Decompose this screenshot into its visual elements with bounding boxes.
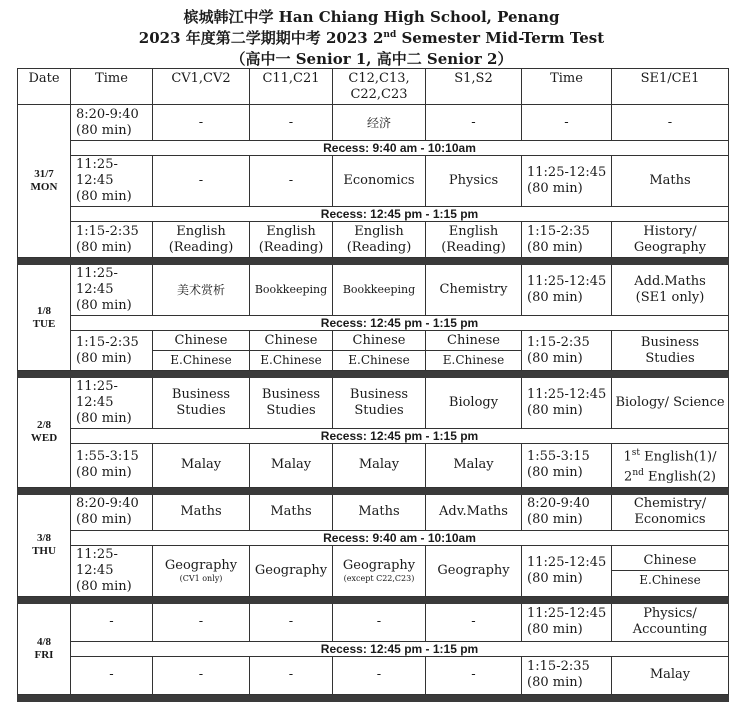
test-title-post: Semester Mid-Term Test [396, 29, 605, 47]
subject-cell: - [153, 656, 250, 694]
subject-cell: Business Studies [250, 378, 333, 429]
subject-cell: Malay [250, 444, 333, 488]
time-cell: 11:25-12:45 (80 min) [522, 545, 612, 596]
subject-cell: Physics [426, 156, 522, 207]
level-subtitle: （高中一 Senior 1, 高中二 Senior 2） [230, 50, 513, 68]
subject-cell: Geography [250, 545, 333, 596]
time-cell: 1:15-2:35 (80 min) [71, 331, 153, 371]
time-cell: 1:15-2:35 (80 min) [522, 331, 612, 371]
subject-cell: Biology/ Science [612, 378, 729, 429]
recess-row [18, 429, 729, 444]
subject-cell: Business Studies [333, 378, 426, 429]
subject-cell: - [250, 156, 333, 207]
subject-cell: Chinese E.Chinese [426, 331, 522, 371]
subject-cell: Malay [333, 444, 426, 488]
exam-timetable [17, 68, 729, 702]
col-s1: S1,S2 [426, 69, 522, 105]
time-cell: 8:20-9:40 (80 min) [522, 494, 612, 530]
subject-cell: - [153, 603, 250, 641]
subject-cell: Maths [153, 494, 250, 530]
subject-cell: Chemistry/ Economics [612, 494, 729, 530]
day-separator [18, 694, 729, 701]
subject-cell: 经济 [333, 105, 426, 141]
table-row [18, 656, 729, 694]
subject-cell: Geography (except C22,C23) [333, 545, 426, 596]
recess-label: Recess: 12:45 pm - 1:15 pm [71, 316, 729, 331]
col-se: SE1/CE1 [612, 69, 729, 105]
table-row [18, 105, 729, 141]
recess-row [18, 530, 729, 545]
test-title-pre: 2023 年度第二学期期中考 2023 2 [138, 29, 384, 47]
date-cell: 3/8 THU [18, 494, 71, 596]
time-cell: 11:25-12:45 (80 min) [522, 378, 612, 429]
recess-label: Recess: 9:40 am - 10:10am [71, 141, 729, 156]
col-time: Time [71, 69, 153, 105]
day-separator [18, 487, 729, 494]
date-cell: 2/8 WED [18, 378, 71, 488]
time-cell: 11:25-12:45 (80 min) [522, 265, 612, 316]
table-row [18, 494, 729, 530]
subject-cell: - [426, 603, 522, 641]
day-separator [18, 596, 729, 603]
subject-cell: - [333, 656, 426, 694]
subject-cell: - [426, 656, 522, 694]
subject-cell: 1st English(1)/ 2nd English(2) [612, 444, 729, 488]
time-cell: - [71, 656, 153, 694]
test-title [0, 27, 743, 48]
subject-cell: Add.Maths (SE1 only) [612, 265, 729, 316]
table-row [18, 444, 729, 488]
time-cell: - [71, 603, 153, 641]
table-row [18, 265, 729, 316]
table-row [18, 378, 729, 429]
subject-cell: Maths [250, 494, 333, 530]
subject-cell: Business Studies [612, 331, 729, 371]
table-row [18, 545, 729, 596]
subject-cell: - [250, 105, 333, 141]
header-row [18, 69, 729, 105]
subject-cell: English (Reading) [333, 222, 426, 258]
subject-cell: Chinese E.Chinese [612, 545, 729, 596]
day-separator [18, 258, 729, 265]
table-row [18, 603, 729, 641]
subject-cell: Physics/ Accounting [612, 603, 729, 641]
subject-cell: Chinese E.Chinese [250, 331, 333, 371]
subject-cell: Malay [612, 656, 729, 694]
col-c12-l1: C12,C13, [348, 71, 410, 86]
subject-cell: Adv.Maths [426, 494, 522, 530]
recess-row [18, 641, 729, 656]
subject-cell: Maths [333, 494, 426, 530]
col-time2: Time [522, 69, 612, 105]
time-cell: 11:25- 12:45 (80 min) [71, 378, 153, 429]
date-cell: 4/8 FRI [18, 603, 71, 694]
time-cell: 11:25- 12:45 (80 min) [71, 545, 153, 596]
recess-row [18, 207, 729, 222]
school-title: 槟城韩江中学 Han Chiang High School, Penang [183, 8, 560, 26]
subject-cell: - [250, 603, 333, 641]
subject-cell: Biology [426, 378, 522, 429]
subject-cell: Chinese E.Chinese [333, 331, 426, 371]
subject-cell: - [612, 105, 729, 141]
col-date: Date [18, 69, 71, 105]
day-separator [18, 371, 729, 378]
recess-row [18, 316, 729, 331]
subject-cell: - [333, 603, 426, 641]
time-cell: 1:55-3:15 (80 min) [522, 444, 612, 488]
subject-cell: Malay [426, 444, 522, 488]
date-cell: 31/7 MON [18, 105, 71, 258]
time-cell: 11:25-12:45 (80 min) [522, 603, 612, 641]
subject-cell: - [250, 656, 333, 694]
subject-cell: - [426, 105, 522, 141]
subject-cell: Chinese E.Chinese [153, 331, 250, 371]
subject-cell: History/ Geography [612, 222, 729, 258]
time-cell: 1:15-2:35 (80 min) [71, 222, 153, 258]
time-cell: - [522, 105, 612, 141]
subject-cell: English (Reading) [250, 222, 333, 258]
time-cell: 11:25- 12:45 (80 min) [71, 265, 153, 316]
subject-cell: Economics [333, 156, 426, 207]
subject-cell: Bookkeeping [250, 265, 333, 316]
table-row [18, 222, 729, 258]
time-cell: 8:20-9:40 (80 min) [71, 105, 153, 141]
col-c11: C11,C21 [250, 69, 333, 105]
recess-row [18, 141, 729, 156]
test-title-sup: nd [383, 30, 397, 40]
subject-cell: 美术赏析 [153, 265, 250, 316]
time-cell: 11:25-12:45 (80 min) [71, 156, 153, 207]
col-c12-l2: C22,C23 [350, 87, 408, 102]
recess-label: Recess: 12:45 pm - 1:15 pm [71, 641, 729, 656]
col-c12 [333, 69, 426, 105]
date-cell: 1/8 TUE [18, 265, 71, 371]
subject-cell: Geography [426, 545, 522, 596]
subject-cell: Bookkeeping [333, 265, 426, 316]
time-cell: 11:25-12:45 (80 min) [522, 156, 612, 207]
subject-cell: - [153, 105, 250, 141]
table-row [18, 331, 729, 371]
time-cell: 1:15-2:35 (80 min) [522, 656, 612, 694]
recess-label: Recess: 12:45 pm - 1:15 pm [71, 207, 729, 222]
recess-label: Recess: 9:40 am - 10:10am [71, 530, 729, 545]
subject-cell: English (Reading) [426, 222, 522, 258]
subject-cell: - [153, 156, 250, 207]
subject-cell: English (Reading) [153, 222, 250, 258]
subject-cell: Malay [153, 444, 250, 488]
recess-label: Recess: 12:45 pm - 1:15 pm [71, 429, 729, 444]
table-row [18, 156, 729, 207]
time-cell: 1:55-3:15 (80 min) [71, 444, 153, 488]
time-cell: 1:15-2:35 (80 min) [522, 222, 612, 258]
subject-cell: Business Studies [153, 378, 250, 429]
subject-cell: Chemistry [426, 265, 522, 316]
subject-cell: Geography (CV1 only) [153, 545, 250, 596]
time-cell: 8:20-9:40 (80 min) [71, 494, 153, 530]
col-cv: CV1,CV2 [153, 69, 250, 105]
subject-cell: Maths [612, 156, 729, 207]
